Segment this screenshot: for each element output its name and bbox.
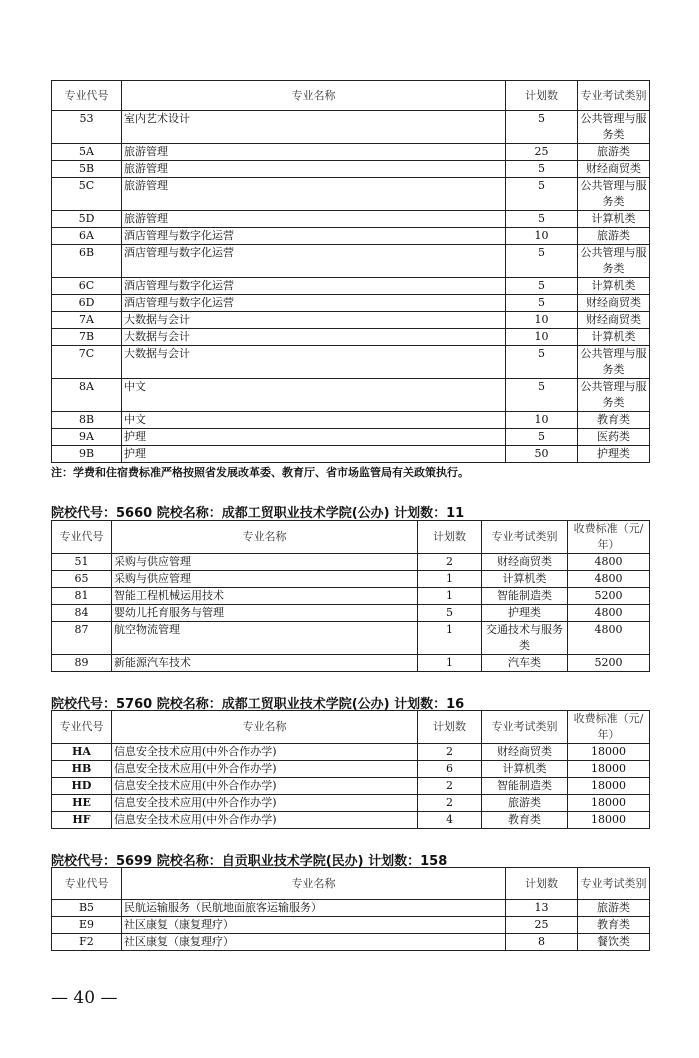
cell-name: 采购与供应管理 (112, 571, 418, 588)
inst1-header-code: 专业代号 (52, 521, 112, 554)
cell-plan: 5 (506, 178, 578, 211)
cell-code: 5A (52, 144, 122, 161)
cell-name: 中文 (122, 412, 506, 429)
table-row (52, 379, 650, 412)
inst1-header-category: 专业考试类别 (482, 521, 568, 554)
table-row (52, 278, 650, 295)
cell-plan: 13 (506, 900, 578, 917)
cell-category: 交通技术与服务类 (482, 622, 568, 655)
cell-category: 教育类 (482, 812, 568, 829)
table-row (52, 795, 650, 812)
cell-code: HD (52, 778, 112, 795)
cell-code: B5 (52, 900, 122, 917)
cell-category: 计算机类 (578, 211, 650, 228)
cell-code: 9B (52, 446, 122, 463)
cell-name: 智能工程机械运用技术 (112, 588, 418, 605)
cell-name: 酒店管理与数字化运营 (122, 295, 506, 312)
cell-name: 信息安全技术应用(中外合作办学) (112, 778, 418, 795)
cell-name: 信息安全技术应用(中外合作办学) (112, 761, 418, 778)
cell-fee: 4800 (568, 571, 650, 588)
cell-name: 社区康复（康复理疗） (122, 917, 506, 934)
cell-code: 5B (52, 161, 122, 178)
cell-code: 51 (52, 554, 112, 571)
table-row (52, 934, 650, 951)
cell-category: 旅游类 (578, 228, 650, 245)
cell-category: 公共管理与服务类 (578, 379, 650, 412)
table-row (52, 161, 650, 178)
cell-name: 室内艺术设计 (122, 111, 506, 144)
cell-code: 5D (52, 211, 122, 228)
table-row (52, 111, 650, 144)
cell-plan: 5 (506, 245, 578, 278)
cell-name: 婴幼儿托育服务与管理 (112, 605, 418, 622)
inst1-header-plan: 计划数 (418, 521, 482, 554)
table-row (52, 605, 650, 622)
cell-name: 旅游管理 (122, 211, 506, 228)
cell-code: 89 (52, 655, 112, 672)
fee-note: 注：学费和住宿费标准严格按照省发展改革委、教育厅、省市场监管局有关政策执行。 (51, 466, 469, 479)
cell-category: 旅游类 (482, 795, 568, 812)
cell-name: 中文 (122, 379, 506, 412)
cell-fee: 5200 (568, 588, 650, 605)
cell-name: 采购与供应管理 (112, 554, 418, 571)
cell-category: 旅游类 (578, 144, 650, 161)
cell-code: 7B (52, 329, 122, 346)
inst3-table (51, 867, 650, 951)
table-row (52, 571, 650, 588)
inst2-block (51, 710, 650, 829)
cell-code: HF (52, 812, 112, 829)
table-row (52, 346, 650, 379)
cell-plan: 50 (506, 446, 578, 463)
cell-plan: 1 (418, 571, 482, 588)
table-row (52, 900, 650, 917)
inst3-header-code: 专业代号 (52, 868, 122, 900)
cell-plan: 10 (506, 329, 578, 346)
inst3-header-name: 专业名称 (122, 868, 506, 900)
cell-code: 5C (52, 178, 122, 211)
cell-name: 护理 (122, 429, 506, 446)
cell-plan: 1 (418, 622, 482, 655)
cell-code: 8A (52, 379, 122, 412)
cell-fee: 18000 (568, 795, 650, 812)
cell-category: 公共管理与服务类 (578, 178, 650, 211)
cell-code: 65 (52, 571, 112, 588)
cell-plan: 4 (418, 812, 482, 829)
cell-plan: 25 (506, 917, 578, 934)
table-row (52, 228, 650, 245)
cell-category: 汽车类 (482, 655, 568, 672)
cell-code: 6D (52, 295, 122, 312)
cell-category: 计算机类 (482, 761, 568, 778)
cell-fee: 18000 (568, 778, 650, 795)
cell-plan: 5 (506, 211, 578, 228)
cell-category: 教育类 (578, 917, 650, 934)
cell-category: 公共管理与服务类 (578, 346, 650, 379)
cell-code: E9 (52, 917, 122, 934)
cell-category: 计算机类 (578, 278, 650, 295)
cell-category: 护理类 (578, 446, 650, 463)
cell-category: 财经商贸类 (578, 295, 650, 312)
cell-fee: 18000 (568, 761, 650, 778)
cell-name: 新能源汽车技术 (112, 655, 418, 672)
table1-header-name: 专业名称 (122, 81, 506, 111)
inst1-header-fee: 收费标准（元/年） (568, 521, 650, 554)
institution-title-5699: 院校代号：5699 院校名称：自贡职业技术学院(民办) 计划数：158 (51, 854, 448, 869)
table-row (52, 295, 650, 312)
cell-name: 护理 (122, 446, 506, 463)
table-row (52, 588, 650, 605)
cell-code: 6A (52, 228, 122, 245)
table1-header-plan: 计划数 (506, 81, 578, 111)
cell-code: 7C (52, 346, 122, 379)
cell-category: 医药类 (578, 429, 650, 446)
inst2-header-fee: 收费标准（元/年） (568, 711, 650, 744)
inst3-header-category: 专业考试类别 (578, 868, 650, 900)
cell-code: 7A (52, 312, 122, 329)
table-row (52, 412, 650, 429)
institution-title-5760: 院校代号：5760 院校名称：成都工贸职业技术学院(公办) 计划数：16 (51, 697, 465, 712)
table-row (52, 329, 650, 346)
cell-code: 84 (52, 605, 112, 622)
cell-name: 旅游管理 (122, 178, 506, 211)
cell-fee: 5200 (568, 655, 650, 672)
table-row (52, 178, 650, 211)
cell-plan: 5 (506, 295, 578, 312)
cell-plan: 2 (418, 744, 482, 761)
inst1-block (51, 520, 650, 672)
table1 (51, 80, 650, 463)
table-row (52, 761, 650, 778)
cell-name: 大数据与会计 (122, 312, 506, 329)
cell-name: 旅游管理 (122, 144, 506, 161)
inst3-header-plan: 计划数 (506, 868, 578, 900)
table-row (52, 744, 650, 761)
inst2-header-name: 专业名称 (112, 711, 418, 744)
table1-block (51, 80, 650, 463)
cell-code: HA (52, 744, 112, 761)
table-row (52, 245, 650, 278)
table-row (52, 446, 650, 463)
cell-category: 护理类 (482, 605, 568, 622)
cell-plan: 5 (506, 429, 578, 446)
cell-name: 航空物流管理 (112, 622, 418, 655)
cell-name: 酒店管理与数字化运营 (122, 278, 506, 295)
cell-code: 8B (52, 412, 122, 429)
cell-code: 53 (52, 111, 122, 144)
cell-name: 信息安全技术应用(中外合作办学) (112, 812, 418, 829)
cell-plan: 5 (418, 605, 482, 622)
table-row (52, 917, 650, 934)
cell-category: 计算机类 (578, 329, 650, 346)
cell-name: 大数据与会计 (122, 329, 506, 346)
cell-fee: 18000 (568, 744, 650, 761)
table1-header-code: 专业代号 (52, 81, 122, 111)
cell-code: 81 (52, 588, 112, 605)
cell-category: 公共管理与服务类 (578, 245, 650, 278)
table-row (52, 211, 650, 228)
cell-category: 餐饮类 (578, 934, 650, 951)
table-row (52, 312, 650, 329)
cell-category: 公共管理与服务类 (578, 111, 650, 144)
cell-name: 信息安全技术应用(中外合作办学) (112, 744, 418, 761)
cell-plan: 6 (418, 761, 482, 778)
cell-category: 财经商贸类 (578, 312, 650, 329)
cell-code: 6C (52, 278, 122, 295)
cell-category: 财经商贸类 (482, 744, 568, 761)
table-row (52, 655, 650, 672)
cell-category: 旅游类 (578, 900, 650, 917)
cell-category: 教育类 (578, 412, 650, 429)
table-row (52, 622, 650, 655)
cell-fee: 4800 (568, 622, 650, 655)
cell-code: 9A (52, 429, 122, 446)
cell-plan: 1 (418, 655, 482, 672)
table-row (52, 554, 650, 571)
cell-code: F2 (52, 934, 122, 951)
cell-plan: 5 (506, 161, 578, 178)
cell-category: 财经商贸类 (482, 554, 568, 571)
cell-plan: 2 (418, 778, 482, 795)
inst1-table (51, 520, 650, 672)
cell-name: 酒店管理与数字化运营 (122, 228, 506, 245)
cell-name: 旅游管理 (122, 161, 506, 178)
inst2-header-code: 专业代号 (52, 711, 112, 744)
inst2-header-plan: 计划数 (418, 711, 482, 744)
table-row (52, 144, 650, 161)
cell-fee: 4800 (568, 554, 650, 571)
cell-plan: 10 (506, 312, 578, 329)
cell-plan: 5 (506, 278, 578, 295)
inst3-block (51, 867, 650, 951)
cell-category: 智能制造类 (482, 778, 568, 795)
table-row (52, 812, 650, 829)
cell-name: 民航运输服务（民航地面旅客运输服务） (122, 900, 506, 917)
inst2-header-category: 专业考试类别 (482, 711, 568, 744)
cell-code: HB (52, 761, 112, 778)
cell-code: HE (52, 795, 112, 812)
table-row (52, 778, 650, 795)
cell-code: 87 (52, 622, 112, 655)
cell-name: 社区康复（康复理疗） (122, 934, 506, 951)
cell-category: 智能制造类 (482, 588, 568, 605)
cell-plan: 25 (506, 144, 578, 161)
cell-fee: 18000 (568, 812, 650, 829)
cell-plan: 5 (506, 111, 578, 144)
cell-code: 6B (52, 245, 122, 278)
cell-category: 计算机类 (482, 571, 568, 588)
cell-plan: 2 (418, 795, 482, 812)
cell-plan: 2 (418, 554, 482, 571)
inst2-table (51, 710, 650, 829)
cell-name: 信息安全技术应用(中外合作办学) (112, 795, 418, 812)
cell-plan: 5 (506, 346, 578, 379)
cell-category: 财经商贸类 (578, 161, 650, 178)
cell-plan: 8 (506, 934, 578, 951)
inst1-header-name: 专业名称 (112, 521, 418, 554)
cell-name: 酒店管理与数字化运营 (122, 245, 506, 278)
cell-plan: 10 (506, 228, 578, 245)
cell-fee: 4800 (568, 605, 650, 622)
table1-header-category: 专业考试类别 (578, 81, 650, 111)
page-number: — 40 — (51, 988, 118, 1008)
cell-name: 大数据与会计 (122, 346, 506, 379)
table-row (52, 429, 650, 446)
cell-plan: 5 (506, 379, 578, 412)
cell-plan: 1 (418, 588, 482, 605)
cell-plan: 10 (506, 412, 578, 429)
institution-title-5660: 院校代号：5660 院校名称：成都工贸职业技术学院(公办) 计划数：11 (51, 506, 465, 521)
